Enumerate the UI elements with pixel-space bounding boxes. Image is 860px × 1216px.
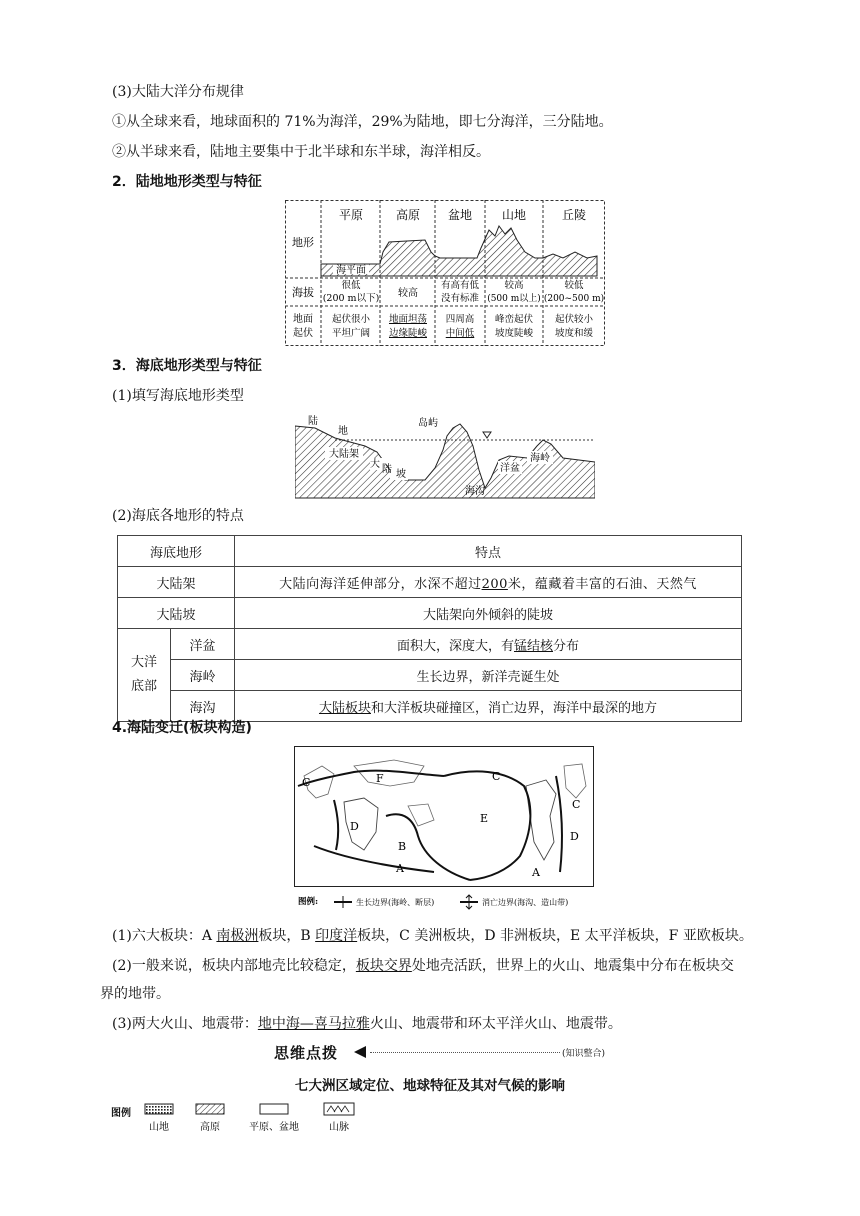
label-slope-3: 坡 <box>396 469 406 480</box>
legend-mountain: 山地 <box>149 1122 169 1133</box>
p2-a: (2)一般来说，板块内部地壳比较稳定， <box>112 958 356 974</box>
legend-plain-basin: 平原、盆地 <box>249 1122 299 1133</box>
cell-trench: 海沟 <box>171 691 235 722</box>
table-row <box>118 660 742 691</box>
p3-b: 火山、地震带和环太平洋火山、地震带。 <box>369 1016 622 1032</box>
heading-seafloor: 3．海底地形类型与特征 <box>112 358 262 374</box>
label-island: 岛屿 <box>418 418 438 429</box>
cell-basin-desc <box>235 629 742 660</box>
p1-a: (1)六大板块：A <box>112 928 217 944</box>
label-ocean-basin: 洋盆 <box>500 463 520 474</box>
label-slope-2: 陆 <box>382 464 392 475</box>
subduction-boundary-icon <box>460 895 478 909</box>
plate-letter-b: B <box>398 840 407 853</box>
relief-plateau-1: 地面坦荡 <box>388 314 428 325</box>
shelf-desc-depth: 200 <box>481 576 508 592</box>
mountain-swatch-icon <box>145 1104 173 1114</box>
plate-letter-f: F <box>376 772 384 785</box>
row-label-altitude: 海拔 <box>292 286 314 299</box>
plate-map <box>294 746 594 914</box>
thinking-note: (知识整合) <box>562 1049 606 1059</box>
altitude-basin-2: 没有标准 <box>440 293 480 304</box>
section3-paragraph-2: ②从半球来看，陆地主要集中于北半球和东半球，海洋相反。 <box>112 144 490 160</box>
cell-shelf-desc <box>235 567 742 598</box>
section3-title: (3)大陆大洋分布规律 <box>112 84 244 100</box>
landform-basin: 盆地 <box>447 208 473 222</box>
mountain-range-icon <box>324 1103 354 1115</box>
legend-graphics <box>140 1100 370 1136</box>
cell-trench-desc <box>235 691 742 722</box>
cell-ocean-floor <box>118 629 171 722</box>
relief-mountain-2: 坡度陡峻 <box>494 328 534 339</box>
relief-basin-2: 中间低 <box>445 328 475 339</box>
plates-paragraph-1 <box>112 926 753 946</box>
cell-slope: 大陆坡 <box>118 598 235 629</box>
p2-boundary: 板块交界 <box>355 958 412 974</box>
plate-letter-d2: D <box>570 830 579 843</box>
continents-title: 七大洲区域定位、地球特征及其对气候的影响 <box>295 1078 565 1094</box>
shelf-desc-b: 米，蕴藏着丰富的石油、天然气 <box>507 576 697 592</box>
landform-plateau: 高原 <box>395 208 421 222</box>
cell-slope-desc: 大陆架向外倾斜的陡坡 <box>235 598 742 629</box>
legend-title: 图例 <box>111 1108 131 1119</box>
heading-plates: 4.海陆变迁(板块构造) <box>112 720 252 736</box>
altitude-mountain-2: (500 m以上) <box>487 294 541 304</box>
seafloor-diagram <box>295 410 595 500</box>
table-header-feature: 特点 <box>235 536 742 567</box>
ocean-floor-1: 大洋 <box>130 655 157 670</box>
label-ocean-ridge: 海岭 <box>530 453 550 464</box>
basin-desc-a: 面积大，深度大，有 <box>396 638 514 654</box>
plate-letter-a1: A <box>396 862 404 875</box>
banner-arrow-icon <box>354 1046 366 1058</box>
plates-paragraph-2 <box>112 956 734 976</box>
plate-letter-c2: C <box>492 770 501 783</box>
p3-mediterranean: 地中海—喜马拉雅 <box>257 1016 370 1032</box>
plate-letter-a2: A <box>532 866 540 879</box>
p1-indian: 印度洋 <box>315 928 358 944</box>
altitude-plateau: 较高 <box>398 288 418 299</box>
plate-legend-title: 图例: <box>298 897 319 907</box>
landform-diagram <box>285 200 605 346</box>
plateau-swatch-icon <box>196 1104 224 1114</box>
row-label-relief-1: 地面 <box>293 314 313 325</box>
table-row <box>118 691 742 722</box>
seafloor-sub1: (1)填写海底地形类型 <box>112 388 244 404</box>
row-label-relief-2: 起伏 <box>293 328 313 339</box>
cell-ridge: 海岭 <box>171 660 235 691</box>
altitude-plain-1: 很低 <box>341 280 361 291</box>
basin-desc-b: 分布 <box>553 638 580 654</box>
landform-plain: 平原 <box>338 208 364 222</box>
altitude-hill-1: 较低 <box>564 280 584 291</box>
table-row <box>118 536 742 567</box>
legend-range: 山脉 <box>329 1122 349 1133</box>
legend-plateau: 高原 <box>200 1122 220 1133</box>
cell-basin: 洋盆 <box>171 629 235 660</box>
relief-plain-2: 平坦广阔 <box>331 328 371 339</box>
p2-b: 处地壳活跃，世界上的火山、地震集中分布在板块交 <box>411 958 734 974</box>
seafloor-sub2: (2)海底各地形的特点 <box>112 508 244 524</box>
p1-c: 板块，C 美洲板块，D 非洲板块，E 太平洋板块，F 亚欧板块。 <box>357 928 753 944</box>
table-row <box>118 598 742 629</box>
shelf-desc-a: 大陆向海洋延伸部分，水深不超过 <box>279 576 482 592</box>
plate-letter-e: E <box>480 812 489 825</box>
plate-letter-d1: D <box>350 820 359 833</box>
label-continental-shelf: 大陆架 <box>329 449 359 460</box>
cell-shelf: 大陆架 <box>118 567 235 598</box>
altitude-mountain-1: 较高 <box>504 280 524 291</box>
landform-mountain: 山地 <box>501 208 527 222</box>
basin-desc-nodule: 锰结核 <box>513 638 553 654</box>
relief-hill-1: 起伏较小 <box>554 314 594 325</box>
p1-b: 板块，B <box>258 928 316 944</box>
relief-hill-2: 坡度和缓 <box>554 328 594 339</box>
altitude-hill-2: (200~500 m) <box>543 294 605 304</box>
seafloor-table <box>117 535 742 722</box>
plate-letter-c1: C <box>302 776 311 789</box>
relief-plateau-2: 边缘陡峻 <box>388 328 428 339</box>
label-trench: 海沟 <box>465 486 485 497</box>
altitude-basin-1: 有高有低 <box>440 280 480 291</box>
p3-a: (3)两大火山、地震带： <box>112 1016 258 1032</box>
plate-legend-subduct: 消亡边界(海沟、造山带) <box>482 898 569 907</box>
thinking-banner: 思维点拨 <box>274 1044 339 1062</box>
plate-legend-growth: 生长边界(海岭、断层) <box>356 898 435 907</box>
table-row <box>118 567 742 598</box>
cell-ridge-desc: 生长边界，新洋壳诞生处 <box>235 660 742 691</box>
growth-boundary-icon <box>334 896 352 908</box>
table-header-landform: 海底地形 <box>118 536 235 567</box>
sea-level-label: 海平面 <box>336 265 366 276</box>
label-land-1: 陆 <box>308 416 318 427</box>
plain-swatch-icon <box>260 1104 288 1114</box>
label-land-2: 地 <box>338 426 348 437</box>
relief-basin-1: 四周高 <box>445 314 475 325</box>
banner-dotted-line <box>370 1052 560 1053</box>
plates-paragraph-3 <box>112 1014 622 1034</box>
relief-mountain-1: 峰峦起伏 <box>494 314 534 325</box>
altitude-plain-2: (200 m以下) <box>322 293 380 304</box>
trench-desc-b: 和大洋板块碰撞区，消亡边界，海洋中最深的地方 <box>371 700 658 716</box>
landform-hill: 丘陵 <box>561 208 587 222</box>
plates-paragraph-2-cont: 界的地带。 <box>100 986 170 1002</box>
trench-desc-plate: 大陆板块 <box>318 700 371 716</box>
plate-letter-c3: C <box>572 798 581 811</box>
row-label-landform: 地形 <box>292 236 314 249</box>
table-row <box>118 629 742 660</box>
heading-landform: 2．陆地地形类型与特征 <box>112 174 262 190</box>
p1-antarctic: 南极洲 <box>216 928 259 944</box>
section3-paragraph-1: ①从全球来看，地球面积的 71%为海洋，29%为陆地，即七分海洋，三分陆地。 <box>112 114 613 130</box>
label-slope-1: 大 <box>370 459 380 470</box>
relief-plain-1: 起伏很小 <box>331 314 371 325</box>
ocean-floor-2: 底部 <box>130 679 157 694</box>
